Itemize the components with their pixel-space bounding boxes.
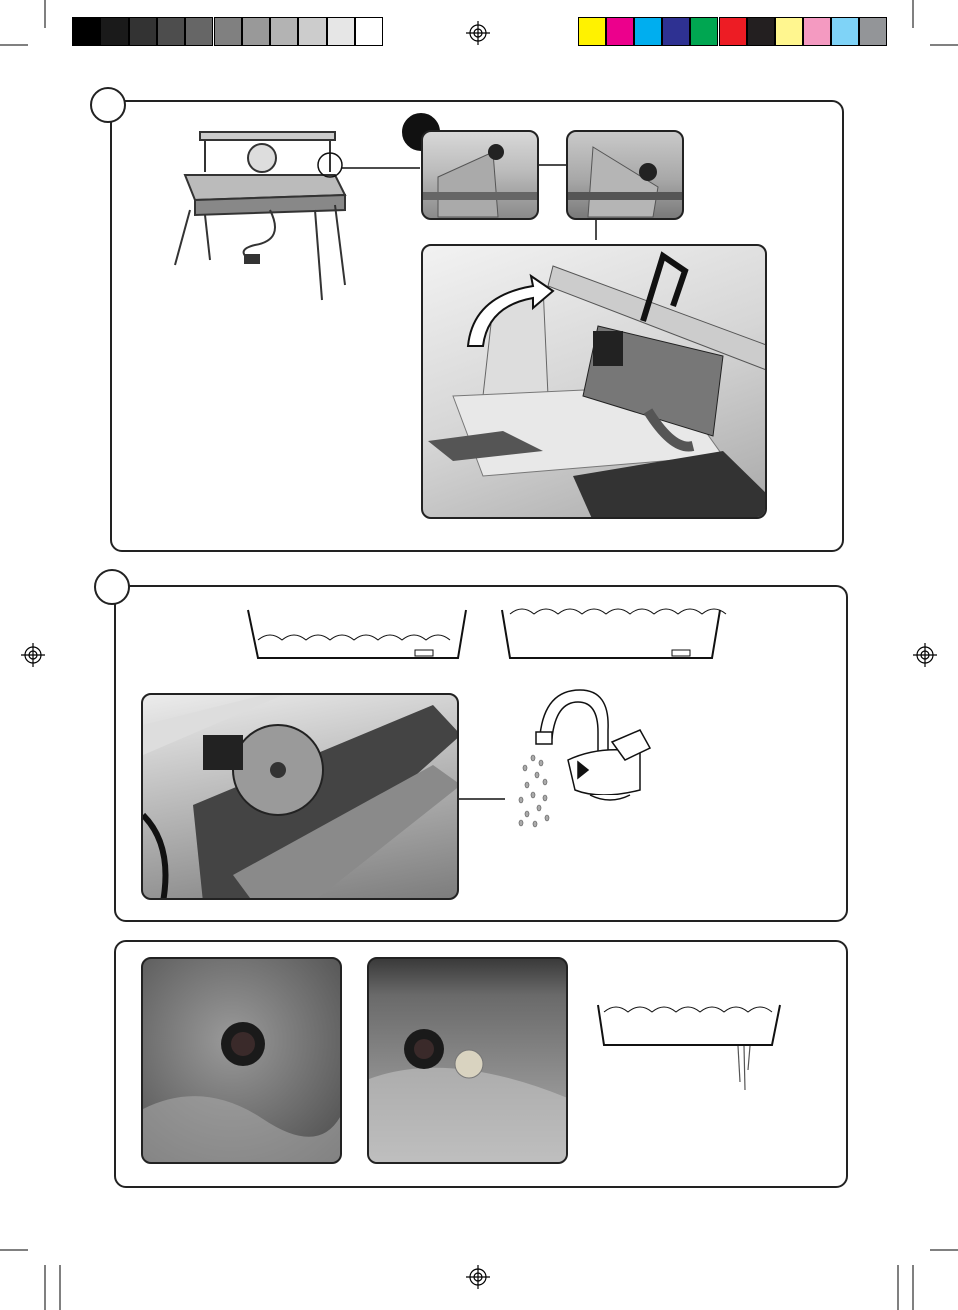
process-color-swatch — [747, 17, 775, 46]
process-color-swatch — [775, 17, 803, 46]
process-color-swatch — [690, 17, 718, 46]
process-color-swatch — [831, 17, 859, 46]
process-color-swatch — [859, 17, 887, 46]
gray-swatch — [298, 17, 326, 46]
gray-swatch — [185, 17, 213, 46]
gray-swatch — [270, 17, 298, 46]
water-tray-icon — [598, 1005, 780, 1045]
gray-swatch — [242, 17, 270, 46]
gray-swatch — [214, 17, 242, 46]
process-color-swatch — [634, 17, 662, 46]
gray-swatch — [355, 17, 383, 46]
process-color-swatch — [578, 17, 606, 46]
process-color-swatch — [662, 17, 690, 46]
gray-swatch — [327, 17, 355, 46]
process-color-swatch — [719, 17, 747, 46]
process-color-swatch — [606, 17, 634, 46]
process-color-swatch — [803, 17, 831, 46]
gray-swatch — [129, 17, 157, 46]
gray-swatch — [157, 17, 185, 46]
gray-swatch — [100, 17, 128, 46]
gray-swatch — [72, 17, 100, 46]
